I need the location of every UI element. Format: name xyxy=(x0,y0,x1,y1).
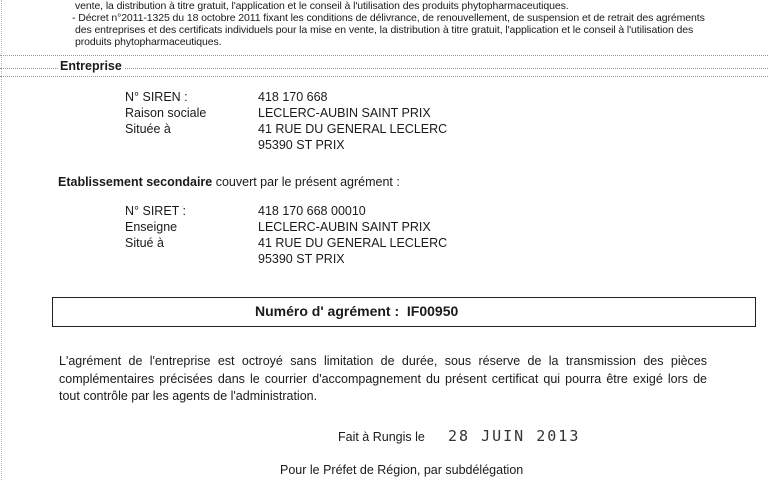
section-heading-etablissement xyxy=(58,175,400,189)
agrement-number xyxy=(255,303,458,319)
field-label: Situé à xyxy=(125,236,164,250)
field-value: LECLERC-AUBIN SAINT PRIX xyxy=(258,220,431,234)
agrement-value: IF00950 xyxy=(406,303,459,319)
conditions-paragraph: L'agrément de l'entreprise est octroyé sans limitation de durée, sous réserve de la transmission des pièces complémentaires précisées dans le courrier d'accompagnement du présent certificat qui pourra être exigé lors de tout contrôle par les agents de l'administration. xyxy=(59,354,707,403)
field-value: 418 170 668 00010 xyxy=(258,204,366,218)
field-label: Enseigne xyxy=(125,220,178,234)
section-heading-entreprise: Entreprise xyxy=(60,59,122,73)
intro-line: vente, la distribution à titre gratuit, l'application et le conseil à l'utilisation des produits phytopharmaceutiques. xyxy=(75,0,569,12)
delegation-line: Pour le Préfet de Région, par subdélégation xyxy=(280,463,524,477)
divider xyxy=(0,55,768,56)
divider xyxy=(0,76,768,77)
agrement-label: Numéro d' agrément : xyxy=(255,303,400,319)
date-stamp: 28 JUIN 2013 xyxy=(448,427,581,445)
decree-line-2: des entreprises et des certificats individuels pour la mise en vente, la distribution à titre gratuit, l'application et le conseil à l'utilisation des xyxy=(75,24,694,36)
field-value: 41 RUE DU GENERAL LECLERC xyxy=(258,122,448,136)
field-value: 41 RUE DU GENERAL LECLERC xyxy=(258,236,448,250)
decree-line-3: produits phytopharmaceutiques. xyxy=(75,36,222,48)
decree-line-1: - Décret n°2011-1325 du 18 octobre 2011 fixant les conditions de délivrance, de renouvellement, de suspension et de retrait des agréments xyxy=(72,12,705,24)
field-label: N° SIREN : xyxy=(125,90,188,104)
heading-rest: couvert par le présent agrément : xyxy=(212,175,400,189)
field-label: Raison sociale xyxy=(125,106,207,120)
scan-edge xyxy=(1,0,2,480)
heading-bold: Etablissement secondaire xyxy=(58,175,213,189)
field-label: N° SIRET : xyxy=(125,204,187,218)
field-value: 95390 ST PRIX xyxy=(258,138,345,152)
place-line: Fait à Rungis le xyxy=(338,430,425,444)
field-value: LECLERC-AUBIN SAINT PRIX xyxy=(258,106,431,120)
field-value: 95390 ST PRIX xyxy=(258,252,345,266)
field-value: 418 170 668 xyxy=(258,90,328,104)
field-label: Située à xyxy=(125,122,171,136)
